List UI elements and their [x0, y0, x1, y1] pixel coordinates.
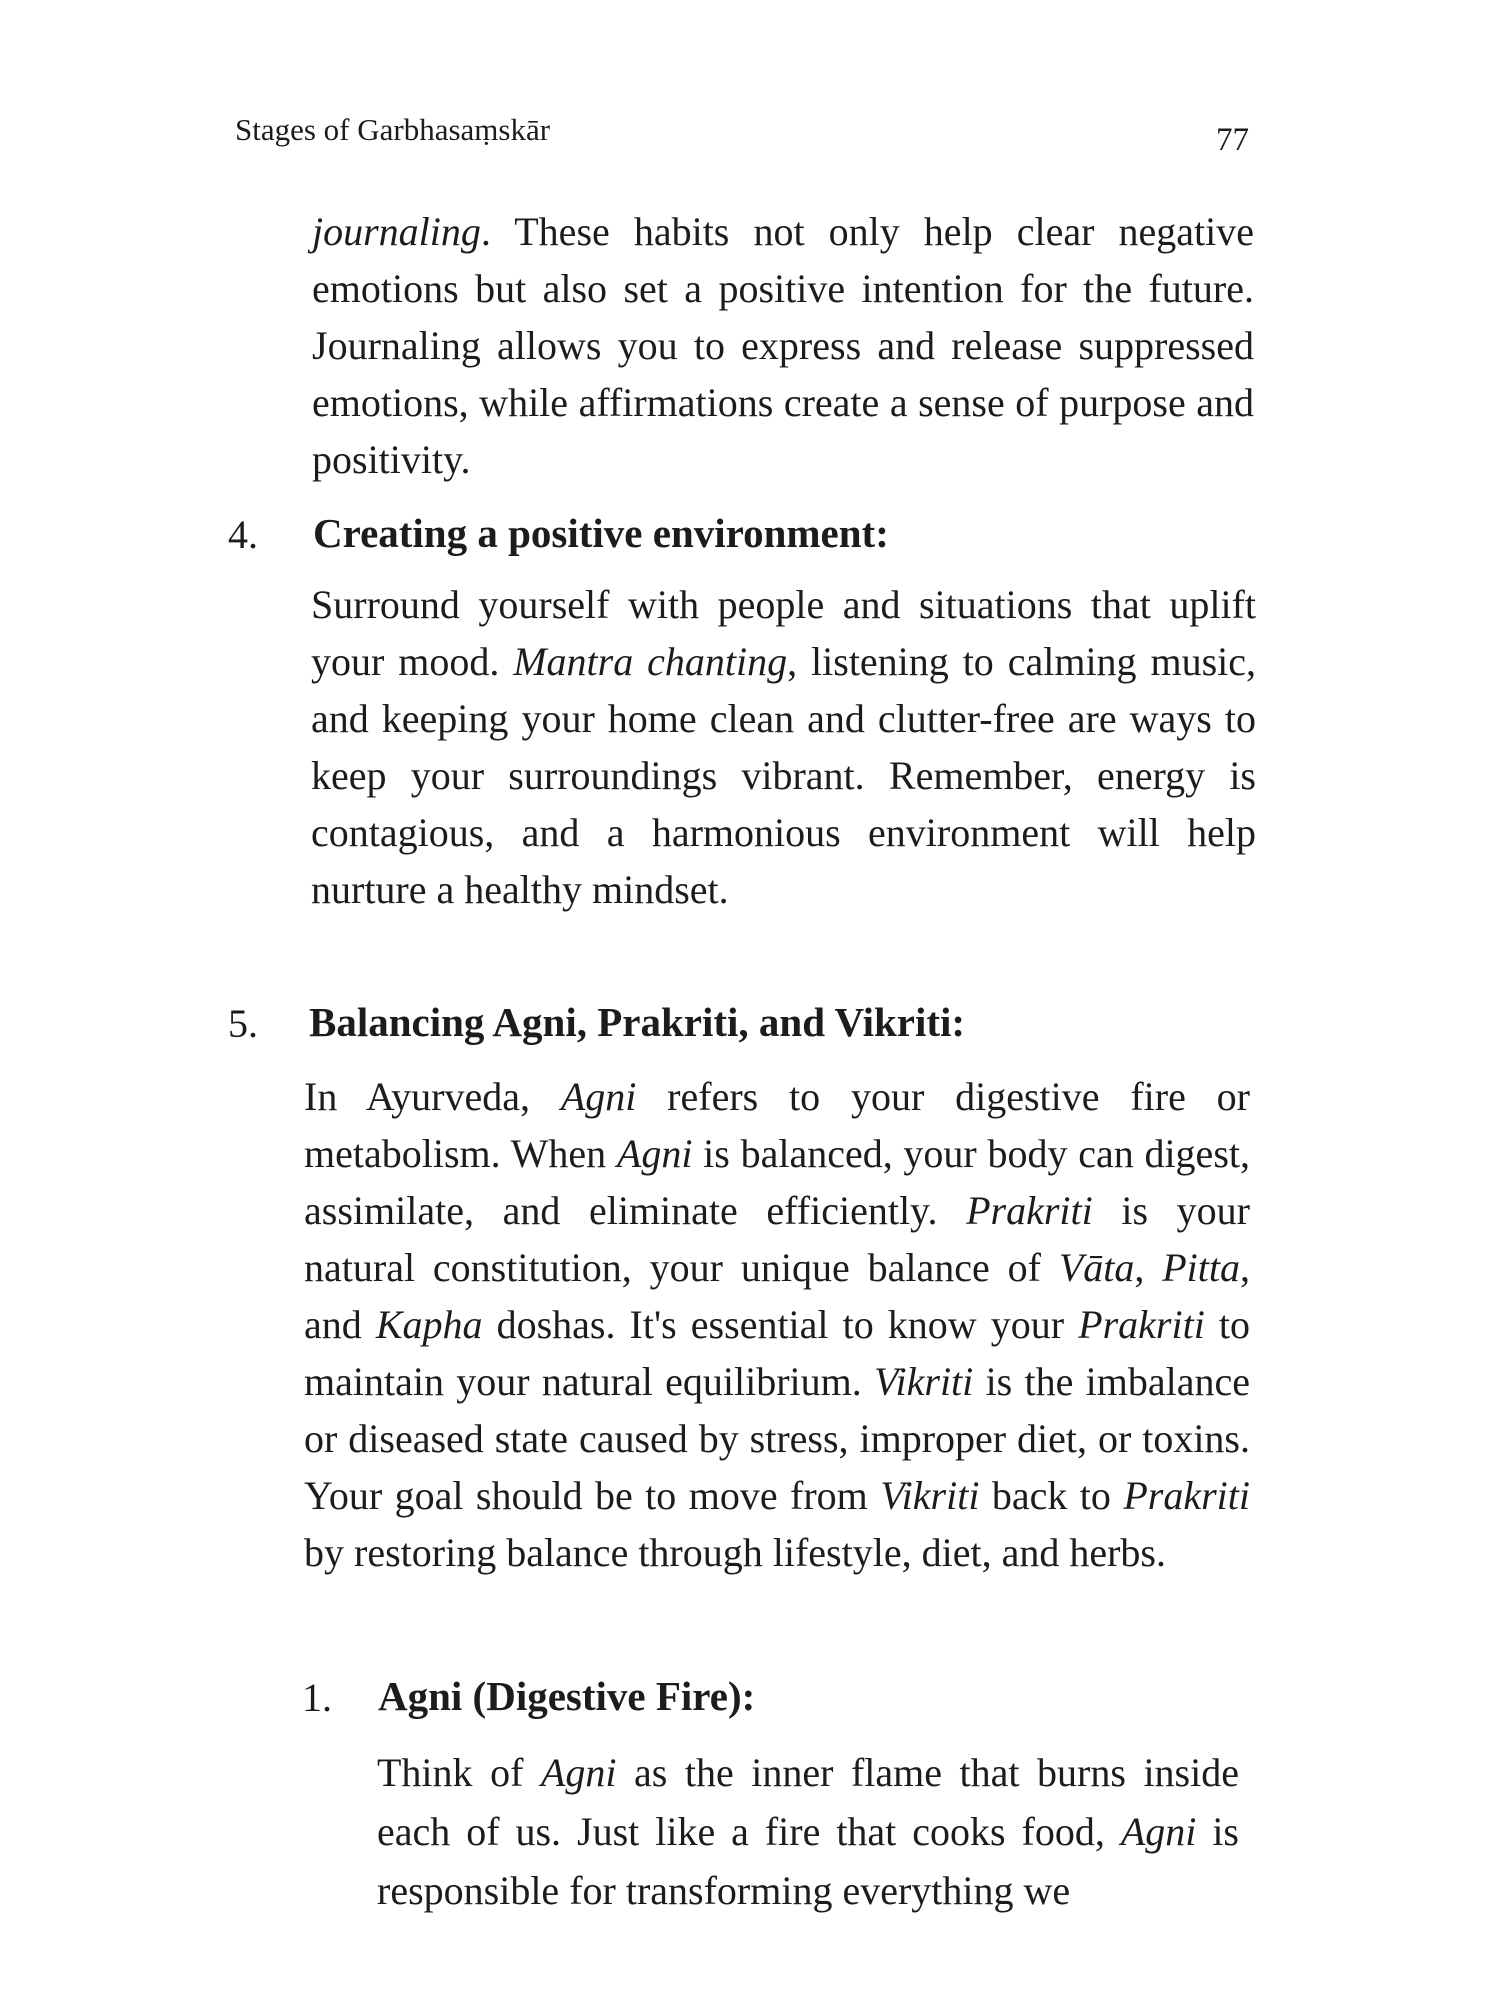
subitem-1-heading: Agni (Digestive Fire):	[378, 1673, 756, 1719]
item-5-heading: Balancing Agni, Prakriti, and Vikriti:	[309, 999, 966, 1045]
subitem-1-number: 1.	[302, 1675, 332, 1720]
item-4-number: 4.	[228, 512, 258, 557]
continuation-paragraph: journaling. These habits not only help clear negative emotions but also set a positive intention for the future. Journaling allows you to express and release suppressed emotions, while affirmations create a sense of purpose and positivity.	[312, 209, 1254, 482]
subitem-1-paragraph: Think of Agni as the inner flame that burns inside each of us. Just like a fire that cooks food, Agni is responsible for transforming everything we	[377, 1750, 1239, 1913]
italic-term: journaling	[312, 209, 481, 254]
item-4-heading: Creating a positive environment:	[313, 510, 889, 556]
page-number: 77	[1216, 122, 1249, 158]
item-4-paragraph: Surround yourself with people and situations that uplift your mood. Mantra chanting, listening to calming music, and keeping your home clean and clutter-free are ways to keep your surroundings vibrant. Remember, energy is contagious, and a harmonious environment will help nurture a healthy mindset.	[311, 582, 1257, 912]
item-5-number: 5.	[228, 1001, 258, 1046]
item-5-paragraph: In Ayurveda, Agni refers to your digestive fire or metabolism. When Agni is balanced, your body can digest, assimilate, and eliminate efficiently. Prakriti is your natural constitution, your unique balance of Vāta, Pitta, and Kapha doshas. It's essential to know your Prakriti to maintain your natural equilibrium. Vikriti is the imbalance or diseased state caused by stress, improper diet, or toxins. Your goal should be to move from Vikriti back to Prakriti by restoring balance through lifestyle, diet, and herbs.	[304, 1074, 1251, 1575]
running-head: Stages of Garbhasaṃskār	[235, 112, 551, 147]
